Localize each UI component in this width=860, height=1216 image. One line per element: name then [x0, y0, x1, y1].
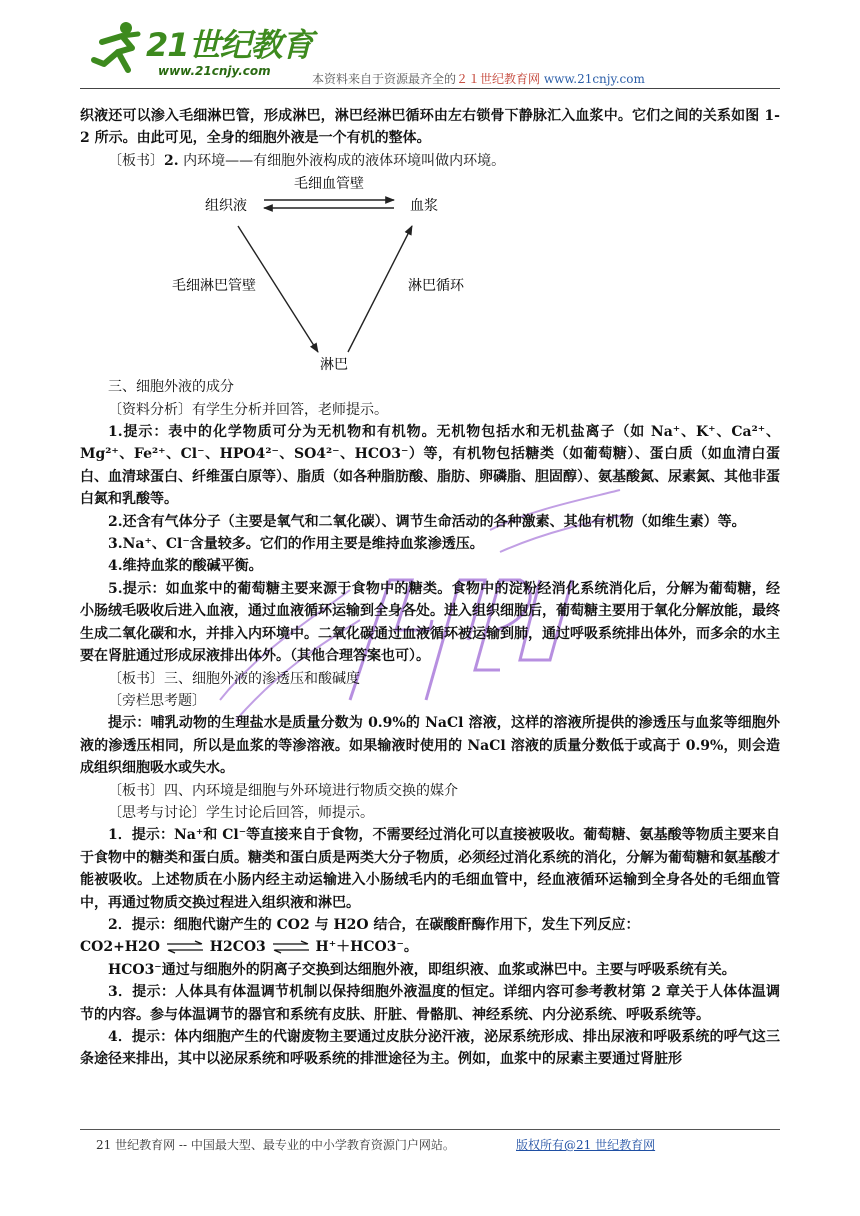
node-lymph: 淋巴 — [320, 357, 348, 374]
section-3-heading: 三、细胞外液的成分 — [108, 379, 234, 396]
data-analysis-note: 〔资料分析〕有学生分析并回答，老师提示。 — [108, 401, 388, 418]
answer-item-1: 1.提示：表中的化学物质可分为无机物和有机物。无机物包括水和无机盐离子（如 Na⁺、K⁺、Ca²⁺、Mg²⁺、Fe²⁺、Cl⁻、HPO4²⁻、SO4²⁻、HCO3⁻）等，有机物包括糖类（如葡萄糖）、蛋白质（如血清白蛋白、血清球蛋白、纤维蛋白原等）、脂质（如各种脂肪酸、脂肪、卵磷脂、胆固醇）、氨基酸氮、尿素氮、其他非蛋白氮和乳酸等。 — [80, 424, 780, 508]
page-header — [80, 14, 780, 92]
footer-divider — [80, 1129, 780, 1130]
board-note-2 — [80, 150, 780, 172]
board-prefix: 〔板书〕 — [108, 152, 164, 169]
answer-item-5: 5.提示：如血浆中的葡萄糖主要来源于食物中的糖类。食物中的淀粉经消化系统消化后，分解为葡萄糖，经小肠绒毛吸收后进入血液，通过血液循环运输到全身各处。进入组织细胞后，葡萄糖主要用于氧化分解放能，最终生成二氧化碳和水，并排入内环境中。二氧化碳通过血液循环被运输到肺，通过呼吸系统排出体外，而多余的水主要在肾脏通过形成尿液排出体外。（其他合理答案也可）。 — [80, 580, 780, 665]
reaction-equation — [80, 936, 780, 958]
reversible-arrow-icon — [165, 940, 205, 954]
logo-url: www.21cnjy.com — [158, 64, 271, 78]
equation-reactants: CO2+H2O — [80, 939, 160, 956]
reversible-arrow-icon — [271, 940, 311, 954]
answer-item-2: 2.还含有气体分子（主要是氧气和二氧化碳）、调节生命活动的各种激素、其他有机物（如维生素）等。 — [108, 513, 746, 530]
label-lymph-circulation: 淋巴循环 — [408, 278, 464, 295]
bicarbonate-note: HCO3⁻通过与细胞外的阴离子交换到达细胞外液，即组织液、血浆或淋巴中。主要与呼吸系统有关。 — [108, 961, 736, 978]
logo-text: 21世纪教育 — [146, 26, 313, 64]
footer-tagline: 21 世纪教育网 -- 中国最大型、最专业的中小学教育资源门户网站。 — [96, 1138, 455, 1152]
saline-answer: 提示：哺乳动物的生理盐水是质量分数为 0.9%的 NaCl 溶液，这样的溶液所提供的渗透压与血浆等细胞外液的渗透压相同，所以是血浆的等渗溶液。如果输液时使用的 NaCl 溶液的质量分数低于或高于 0.9%，则会造成组织细胞吸水或失水。 — [80, 715, 780, 777]
source-prefix: 本资料来自于资源最齐全的 — [312, 72, 457, 86]
label-capillary-wall: 毛细血管壁 — [294, 176, 364, 193]
answer-item-3: 3.Na⁺、Cl⁻含量较多。它们的作用主要是维持血浆渗透压。 — [108, 536, 484, 553]
header-divider — [80, 88, 780, 89]
page-footer — [96, 1136, 786, 1153]
runner-logo-icon — [88, 18, 148, 78]
header-source — [312, 70, 782, 87]
document-body — [80, 105, 780, 1071]
node-tissue-fluid: 组织液 — [205, 198, 247, 215]
board-note-4: 〔板书〕四、内环境是细胞与外环境进行物质交换的媒介 — [108, 782, 458, 799]
footer-copyright-link[interactable]: 版权所有@21 世纪教育网 — [516, 1138, 656, 1152]
board-number: 2. — [164, 152, 179, 169]
body-fluid-diagram — [80, 174, 780, 374]
board-text: 内环境——有细胞外液构成的液体环境叫做内环境。 — [178, 152, 506, 169]
equation-products: H⁺＋HCO3⁻。 — [315, 939, 418, 956]
arrow-lymph-to-plasma — [348, 226, 412, 352]
discussion-heading: 〔思考与讨论〕学生讨论后回答，师提示。 — [108, 804, 374, 821]
answer-item-4: 4.维持血浆的酸碱平衡。 — [108, 558, 263, 575]
equation-intermediate: H2CO3 — [209, 939, 266, 956]
fluid-relationship-svg — [172, 174, 498, 374]
label-lymph-capillary-wall: 毛细淋巴管壁 — [172, 278, 256, 295]
discussion-answer-2: 2．提示：细胞代谢产生的 CO2 与 H2O 结合，在碳酸酐酶作用下，发生下列反应： — [108, 916, 640, 933]
sidebar-question-heading: 〔旁栏思考题〕 — [108, 692, 206, 709]
discussion-answer-4: 4．提示：体内细胞产生的代谢废物主要通过皮肤分泌汗液，泌尿系统形成、排出尿液和呼吸系统的呼气这三条途径来排出，其中以泌尿系统和呼吸系统的排泄途径为主。例如，血浆中的尿素主要通过肾脏形 — [80, 1029, 780, 1068]
intro-paragraph: 织液还可以渗入毛细淋巴管，形成淋巴，淋巴经淋巴循环由左右锁骨下静脉汇入血浆中。它们之间的关系如图 1-2 所示。由此可见，全身的细胞外液是一个有机的整体。 — [80, 108, 780, 147]
discussion-answer-1: 1．提示：Na⁺和 Cl⁻等直接来自于食物，不需要经过消化可以直接被吸收。葡萄糖、氨基酸等物质主要来自于食物中的糖类和蛋白质。糖类和蛋白质是两类大分子物质，必须经过消化系统的消化，分解为葡萄糖和氨基酸才能被吸收。上述物质在小肠内经主动运输进入小肠绒毛内的毛细血管中，经血液循环运输到全身各处的毛细血管中，再通过物质交换过程进入组织液和淋巴。 — [80, 827, 780, 911]
board-note-3: 〔板书〕三、细胞外液的渗透压和酸碱度 — [108, 670, 360, 687]
source-url[interactable]: www.21cnjy.com — [543, 72, 645, 86]
source-brand[interactable]: ２１世纪教育网 — [456, 72, 541, 86]
discussion-answer-3: 3．提示：人体具有体温调节机制以保持细胞外液温度的恒定。详细内容可参考教材第 2 章关于人体体温调节的内容。参与体温调节的器官和系统有皮肤、肝脏、骨骼肌、神经系统、内分泌系统、呼吸系统等。 — [80, 984, 780, 1023]
node-plasma: 血浆 — [410, 198, 438, 215]
